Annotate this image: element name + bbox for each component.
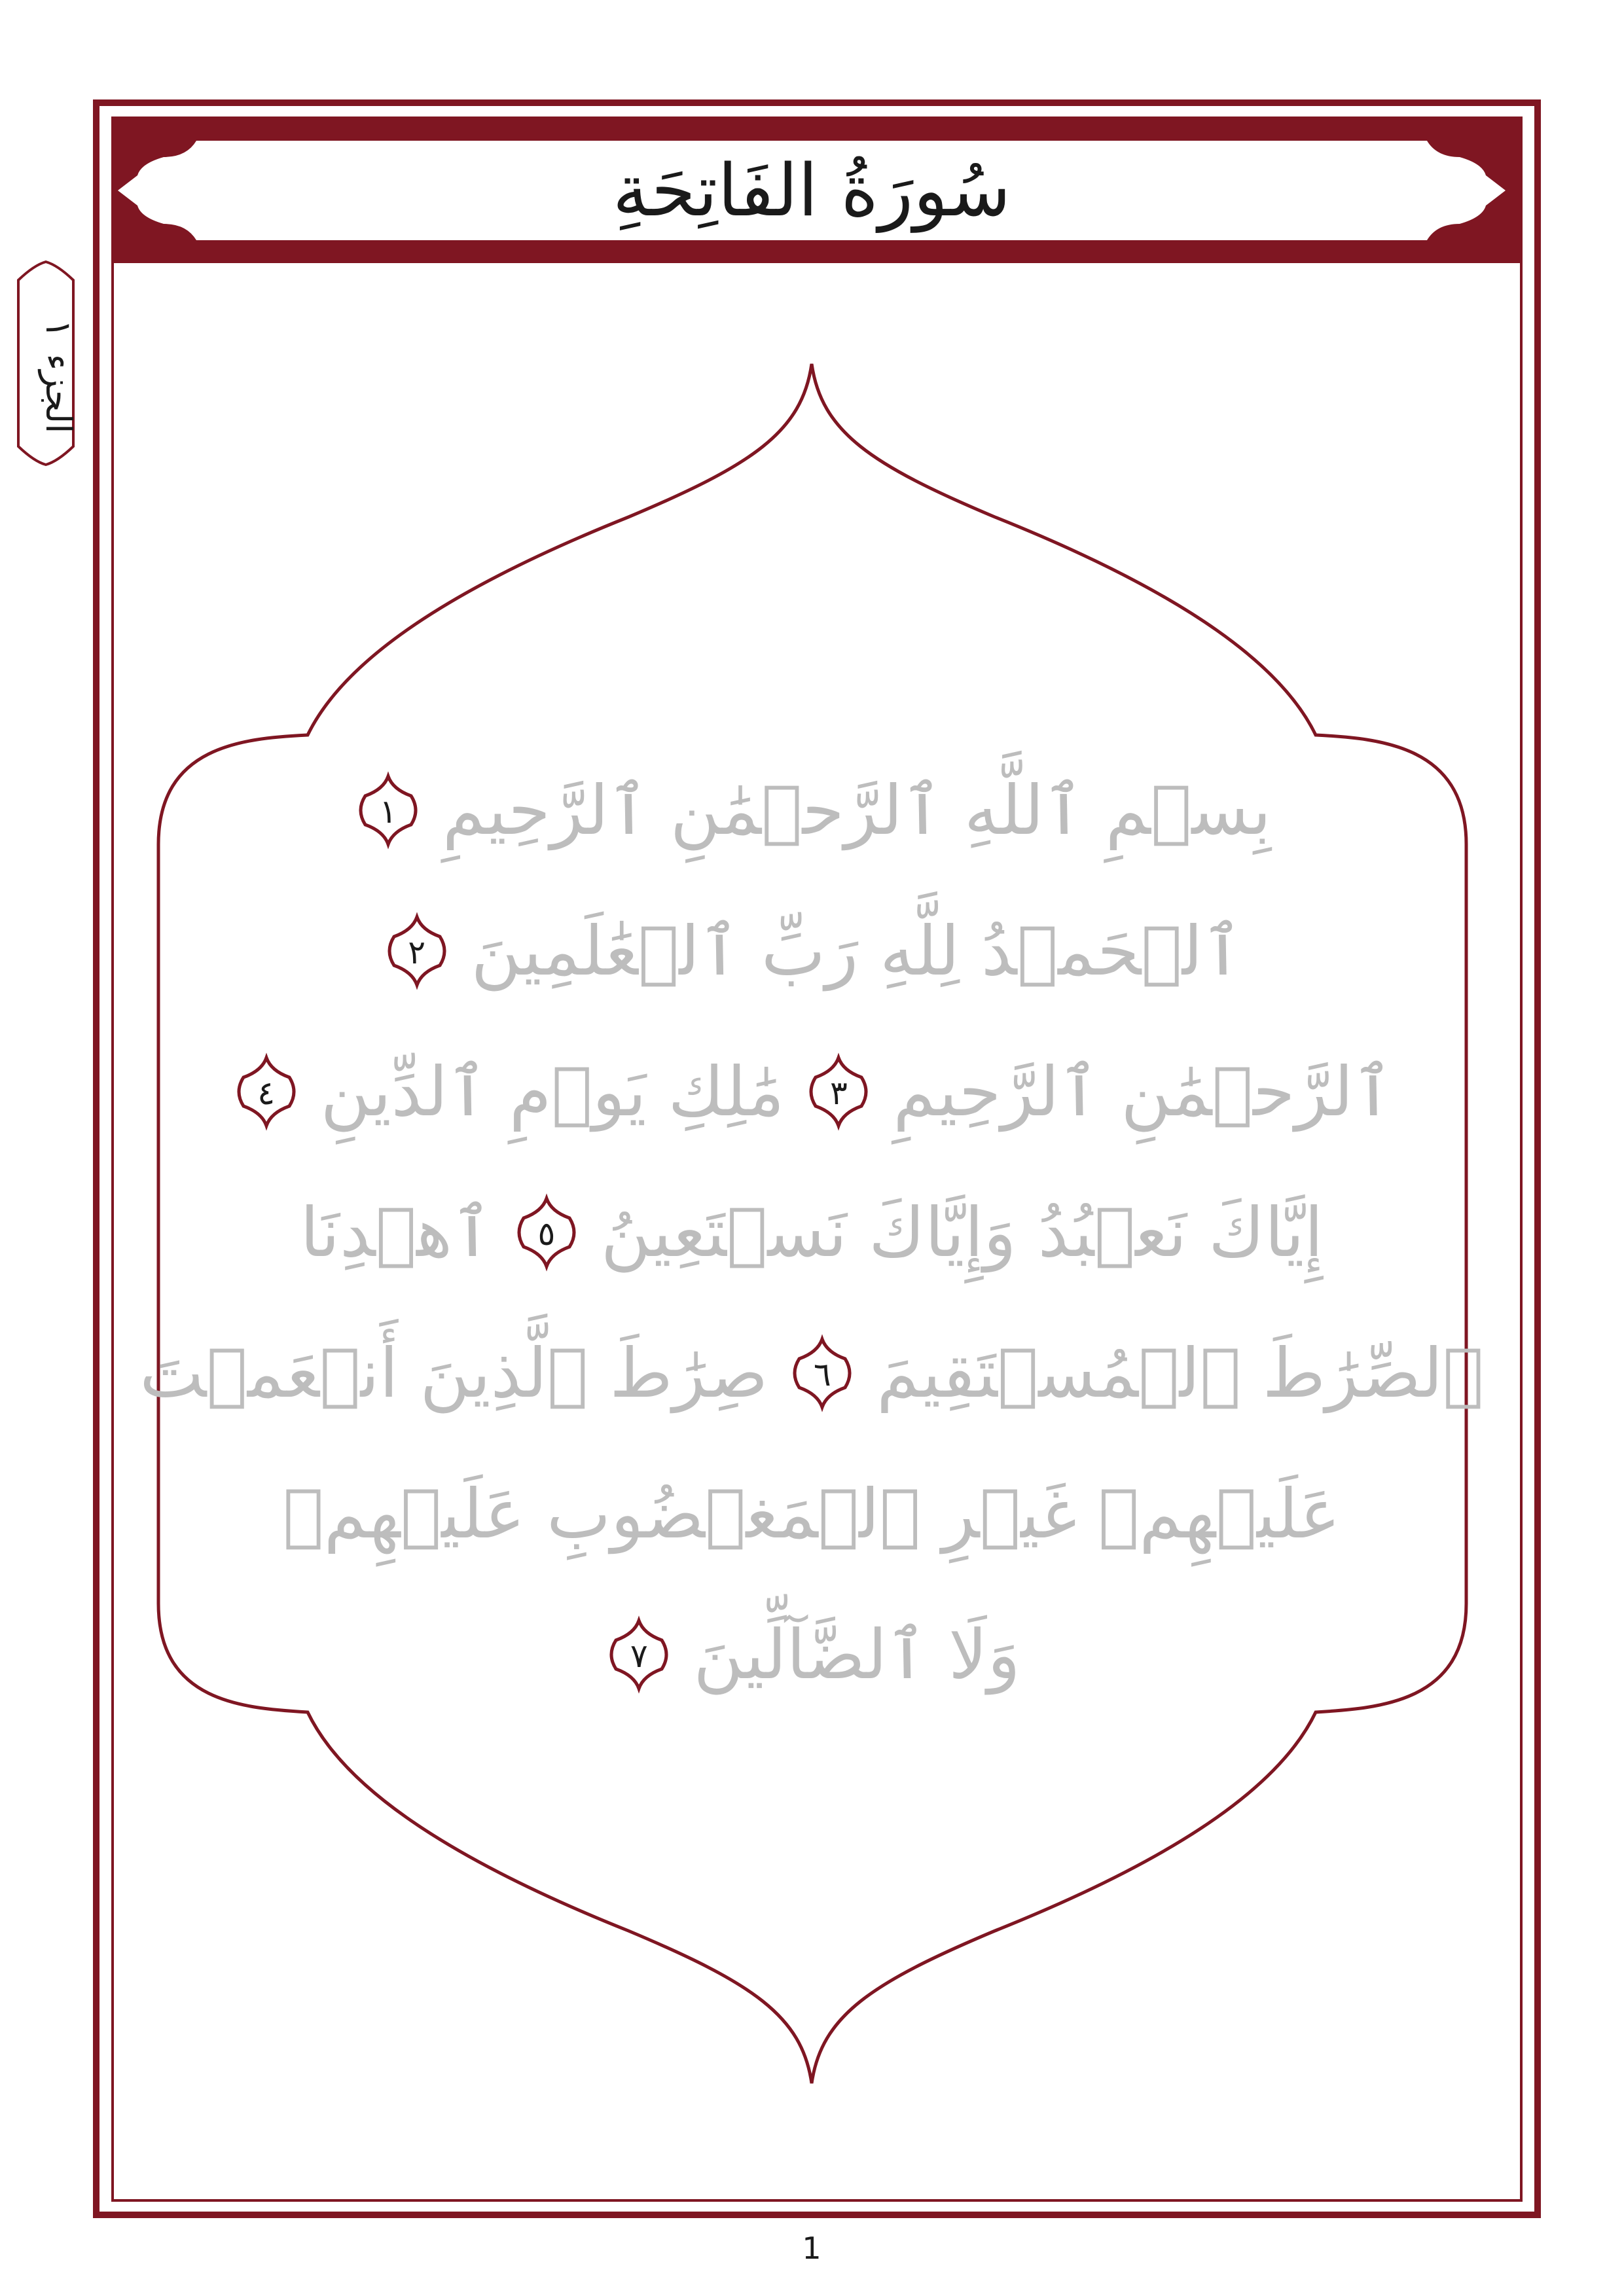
verse-line [249, 1443, 1375, 1584]
ayah-marker [786, 1334, 858, 1412]
verse-text: ٱهۡدِنَا [300, 1192, 492, 1272]
verse-text: إِيَّاكَ نَعۡبُدُ وَإِيَّاكَ نَسۡتَعِينُ [600, 1192, 1324, 1272]
ayah-marker [603, 1615, 675, 1694]
verse-text: ٱلصِّرَٰطَ ٱلۡمُسۡتَقِيمَ [876, 1333, 1484, 1413]
ayah-number: ٤ [257, 1073, 276, 1112]
verse-line [249, 880, 1375, 1021]
surah-title: سُورَةُ الفَاتِحَةِ [612, 149, 1011, 232]
page-number: 1 [802, 2231, 821, 2266]
ayah-marker [352, 771, 424, 850]
verse-text: ٱلرَّحۡمَٰنِ ٱلرَّحِيمِ [893, 1051, 1394, 1132]
ayah-number: ٣ [829, 1073, 848, 1112]
juz-label-text: الجزء [38, 353, 80, 434]
verse-text: عَلَيۡهِمۡ غَيۡرِ ٱلۡمَغۡضُوبِ عَلَيۡهِمۡ [283, 1473, 1341, 1554]
verse-text: ٱلۡحَمۡدُ لِلَّهِ رَبِّ ٱلۡعَٰلَمِينَ [471, 910, 1243, 991]
ayah-number: ٥ [537, 1214, 556, 1253]
verse-line [249, 1584, 1375, 1725]
ayah-marker [511, 1193, 583, 1272]
verse-line [249, 740, 1375, 880]
verse-line [249, 1162, 1375, 1302]
verse-text: صِرَٰطَ ٱلَّذِينَ أَنۡعَمۡتَ [139, 1333, 768, 1413]
ayah-marker [230, 1052, 302, 1131]
ayah-number: ٧ [630, 1636, 648, 1675]
juz-label [23, 304, 95, 448]
verse-text: وَلَا ٱلضَّآلِّينَ [693, 1614, 1020, 1695]
verse-text: مَٰلِكِ يَوۡمِ ٱلدِّينِ [320, 1051, 785, 1132]
ayah-marker [381, 912, 453, 990]
ayah-number: ١ [379, 792, 397, 831]
verse-line [139, 1302, 1484, 1443]
ayah-number: ٢ [408, 933, 426, 971]
ayah-number: ٦ [813, 1355, 831, 1393]
juz-number: ١ [38, 319, 80, 338]
verse-text: بِسۡمِ ٱللَّهِ ٱلرَّحۡمَٰنِ ٱلرَّحِيمِ [442, 770, 1272, 850]
verses-block [139, 740, 1484, 1725]
ayah-marker [803, 1052, 875, 1131]
verse-line [249, 1021, 1394, 1162]
